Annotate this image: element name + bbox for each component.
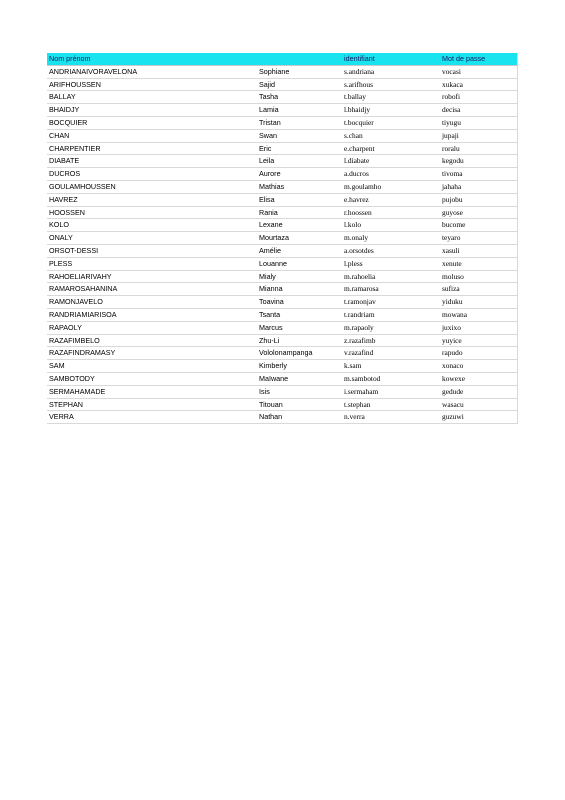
- identifier-cell: a.orsotdes: [342, 244, 440, 257]
- password-cell: juxixo: [440, 321, 517, 334]
- identifier-cell: s.andriana: [342, 65, 440, 78]
- last-name-cell: RANDRIAMIARISOA: [47, 308, 257, 321]
- password-cell: tivoma: [440, 168, 517, 181]
- last-name-cell: DUCROS: [47, 168, 257, 181]
- table-body: [47, 65, 517, 423]
- first-name-cell: Nathan: [257, 411, 342, 424]
- first-name-cell: Lamia: [257, 104, 342, 117]
- header-password: Mot de passe: [440, 53, 517, 65]
- table-row: [47, 270, 517, 283]
- last-name-cell: PLESS: [47, 257, 257, 270]
- identifier-cell: r.hoossen: [342, 206, 440, 219]
- last-name-cell: RAZAFINDRAMASY: [47, 347, 257, 360]
- password-cell: xasuli: [440, 244, 517, 257]
- identifier-cell: t.bocquier: [342, 116, 440, 129]
- identifier-cell: a.ducros: [342, 168, 440, 181]
- last-name-cell: ANDRIANAIVORAVELONA: [47, 65, 257, 78]
- table-row: [47, 321, 517, 334]
- identifier-cell: e.charpent: [342, 142, 440, 155]
- password-cell: jahaha: [440, 180, 517, 193]
- first-name-cell: Leila: [257, 155, 342, 168]
- first-name-cell: Titouan: [257, 398, 342, 411]
- last-name-cell: HOOSSEN: [47, 206, 257, 219]
- password-cell: tiyugu: [440, 116, 517, 129]
- last-name-cell: KOLO: [47, 219, 257, 232]
- password-cell: sufiza: [440, 283, 517, 296]
- table-row: [47, 308, 517, 321]
- table-row: [47, 347, 517, 360]
- password-cell: teyaro: [440, 232, 517, 245]
- last-name-cell: HAVREZ: [47, 193, 257, 206]
- identifier-cell: m.goulamho: [342, 180, 440, 193]
- table-row: [47, 385, 517, 398]
- last-name-cell: VERRA: [47, 411, 257, 424]
- table-row: [47, 360, 517, 373]
- password-cell: xukaca: [440, 78, 517, 91]
- identifier-cell: t.ballay: [342, 91, 440, 104]
- identifier-cell: m.ramarosa: [342, 283, 440, 296]
- password-cell: moluso: [440, 270, 517, 283]
- table-row: [47, 78, 517, 91]
- table-row: [47, 116, 517, 129]
- last-name-cell: RAHOELIARIVAHY: [47, 270, 257, 283]
- table-row: [47, 283, 517, 296]
- last-name-cell: RAMAROSAHANINA: [47, 283, 257, 296]
- last-name-cell: ARIFHOUSSEN: [47, 78, 257, 91]
- password-cell: mowana: [440, 308, 517, 321]
- table-row: [47, 180, 517, 193]
- identifier-cell: s.arifhous: [342, 78, 440, 91]
- last-name-cell: CHAN: [47, 129, 257, 142]
- identifier-cell: t.randriam: [342, 308, 440, 321]
- last-name-cell: CHARPENTIER: [47, 142, 257, 155]
- password-cell: roralu: [440, 142, 517, 155]
- table-row: [47, 372, 517, 385]
- table-row: [47, 142, 517, 155]
- header-name: Nom prénom: [47, 53, 257, 65]
- last-name-cell: ORSOT-DESSI: [47, 244, 257, 257]
- first-name-cell: Mathias: [257, 180, 342, 193]
- last-name-cell: BOCQUIER: [47, 116, 257, 129]
- first-name-cell: Tsanta: [257, 308, 342, 321]
- table-row: [47, 334, 517, 347]
- header-row: [47, 53, 517, 65]
- password-cell: decisa: [440, 104, 517, 117]
- password-cell: bucome: [440, 219, 517, 232]
- last-name-cell: GOULAMHOUSSEN: [47, 180, 257, 193]
- last-name-cell: BALLAY: [47, 91, 257, 104]
- last-name-cell: RAZAFIMBELO: [47, 334, 257, 347]
- password-cell: robofi: [440, 91, 517, 104]
- identifier-cell: l.bhaidjy: [342, 104, 440, 117]
- first-name-cell: Maïwane: [257, 372, 342, 385]
- identifier-cell: m.sambotod: [342, 372, 440, 385]
- password-cell: rapudo: [440, 347, 517, 360]
- identifier-cell: n.verra: [342, 411, 440, 424]
- identifier-cell: v.razafind: [342, 347, 440, 360]
- identifier-cell: m.rapaoly: [342, 321, 440, 334]
- last-name-cell: SAMBOTODY: [47, 372, 257, 385]
- table-row: [47, 91, 517, 104]
- identifier-cell: k.sam: [342, 360, 440, 373]
- first-name-cell: Rania: [257, 206, 342, 219]
- first-name-cell: Marcus: [257, 321, 342, 334]
- table-row: [47, 411, 517, 424]
- table-row: [47, 206, 517, 219]
- last-name-cell: STEPHAN: [47, 398, 257, 411]
- first-name-cell: Sajid: [257, 78, 342, 91]
- table-row: [47, 65, 517, 78]
- table-row: [47, 219, 517, 232]
- first-name-cell: Mourtaza: [257, 232, 342, 245]
- identifier-cell: t.ramonjav: [342, 296, 440, 309]
- first-name-cell: Toavina: [257, 296, 342, 309]
- table-row: [47, 168, 517, 181]
- table-row: [47, 193, 517, 206]
- first-name-cell: Louanne: [257, 257, 342, 270]
- header-identifier: identifiant: [342, 53, 440, 65]
- first-name-cell: Tasha: [257, 91, 342, 104]
- first-name-cell: Zhu-Li: [257, 334, 342, 347]
- first-name-cell: Vololonampanga: [257, 347, 342, 360]
- table-row: [47, 244, 517, 257]
- last-name-cell: SERMAHAMADE: [47, 385, 257, 398]
- first-name-cell: Eric: [257, 142, 342, 155]
- password-cell: gedude: [440, 385, 517, 398]
- identifier-cell: l.diabate: [342, 155, 440, 168]
- last-name-cell: SAM: [47, 360, 257, 373]
- first-name-cell: Tristan: [257, 116, 342, 129]
- table-row: [47, 257, 517, 270]
- table-row: [47, 155, 517, 168]
- identifier-cell: z.razafimb: [342, 334, 440, 347]
- identifier-cell: m.rahoelia: [342, 270, 440, 283]
- last-name-cell: RAPAOLY: [47, 321, 257, 334]
- password-cell: xenute: [440, 257, 517, 270]
- header-firstname: [257, 53, 342, 65]
- table-row: [47, 398, 517, 411]
- credentials-table: [47, 53, 518, 424]
- table-row: [47, 129, 517, 142]
- identifier-cell: m.onaly: [342, 232, 440, 245]
- last-name-cell: RAMONJAVELO: [47, 296, 257, 309]
- identifier-cell: i.sermaham: [342, 385, 440, 398]
- first-name-cell: Elisa: [257, 193, 342, 206]
- first-name-cell: Mialy: [257, 270, 342, 283]
- first-name-cell: Mianna: [257, 283, 342, 296]
- last-name-cell: DIABATE: [47, 155, 257, 168]
- password-cell: kowexe: [440, 372, 517, 385]
- password-cell: guzuwi: [440, 411, 517, 424]
- first-name-cell: Sophiane: [257, 65, 342, 78]
- password-cell: yuyice: [440, 334, 517, 347]
- password-cell: kegodu: [440, 155, 517, 168]
- password-cell: wasacu: [440, 398, 517, 411]
- spreadsheet-printout: [47, 53, 517, 424]
- table-row: [47, 232, 517, 245]
- last-name-cell: ONALY: [47, 232, 257, 245]
- password-cell: pujobu: [440, 193, 517, 206]
- password-cell: xonaco: [440, 360, 517, 373]
- first-name-cell: Amélie: [257, 244, 342, 257]
- identifier-cell: l.kolo: [342, 219, 440, 232]
- password-cell: yiduku: [440, 296, 517, 309]
- identifier-cell: s.chan: [342, 129, 440, 142]
- first-name-cell: Isis: [257, 385, 342, 398]
- first-name-cell: Aurore: [257, 168, 342, 181]
- identifier-cell: l.pless: [342, 257, 440, 270]
- first-name-cell: Lexane: [257, 219, 342, 232]
- identifier-cell: t.stephan: [342, 398, 440, 411]
- password-cell: vocasi: [440, 65, 517, 78]
- password-cell: guyose: [440, 206, 517, 219]
- password-cell: jupaji: [440, 129, 517, 142]
- identifier-cell: e.havrez: [342, 193, 440, 206]
- table-row: [47, 296, 517, 309]
- last-name-cell: BHAIDJY: [47, 104, 257, 117]
- table-row: [47, 104, 517, 117]
- first-name-cell: Kimberly: [257, 360, 342, 373]
- first-name-cell: Swan: [257, 129, 342, 142]
